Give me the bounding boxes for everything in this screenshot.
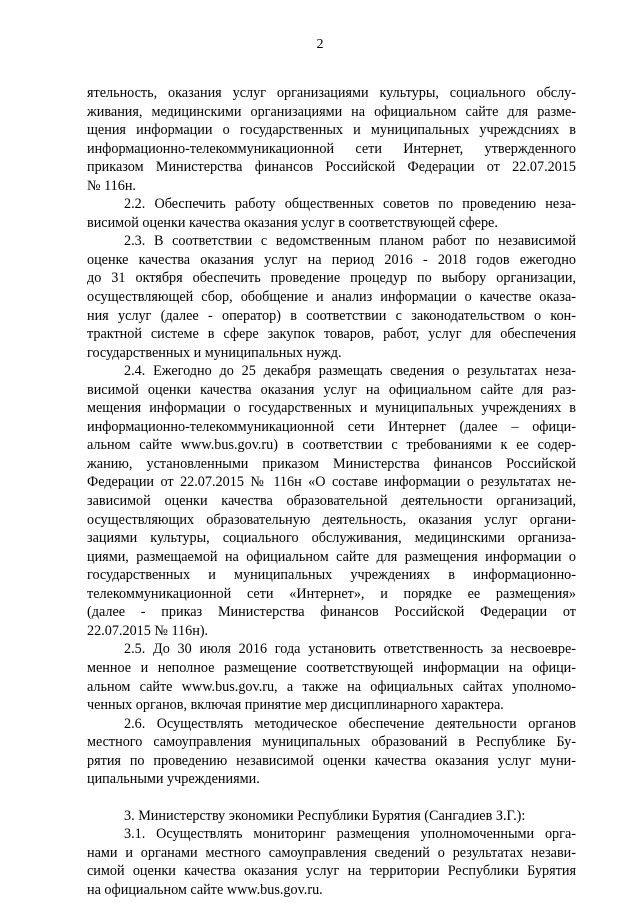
text-line: висимой оценки качества оказания услуг в соответствующей сфере.: [87, 214, 498, 231]
text-line: 2.6. Осуществлять методическое обеспечение деятельности органов: [124, 715, 576, 732]
text-line: альном сайте www.bus.gov.ru, а также на официальных сайтах уполномо-: [87, 678, 576, 695]
text-line: местного самоуправления муниципальных образований в Республике Бу-: [87, 734, 576, 751]
paragraph: [87, 362, 576, 640]
text-line: ятельность, оказания услуг организациями культуры, социального обслу-: [87, 85, 576, 101]
text-line: ния услуг (далее - оператор) в соответствии с законодательством о кон-: [87, 307, 576, 324]
text-line: 2.2. Обеспечить работу общественных советов по проведению неза-: [124, 196, 576, 213]
text-line: 2.5. До 30 июля 2016 года установить ответственность за несвоевре-: [124, 641, 576, 658]
page-number: 2: [316, 37, 324, 52]
paragraph: [87, 640, 576, 714]
paragraph: [87, 825, 576, 899]
text-line: осуществляющей сбор, обобщение и анализ информации о качестве оказа-: [87, 289, 576, 306]
text-line: телекоммуникационной сети «Интернет», и порядке ее размещения»: [87, 585, 576, 602]
text-line: оценке качества оказания услуг на период 2016 - 2018 годов ежегодно: [87, 251, 576, 268]
text-line: менное и неполное размещение соответствующей информации на офици-: [87, 659, 576, 676]
text-line: рятия по проведению независимой оценки качества оказания услуг муни-: [87, 752, 576, 769]
paragraph: [87, 715, 576, 789]
text-line: симой оценки качества оказания услуг на территории Республики Бурятия: [87, 863, 576, 880]
paragraph: [87, 84, 576, 195]
text-line: осуществляющих образовательную деятельность, оказания услуг органи-: [87, 511, 576, 528]
text-line: государственных и муниципальных учреждениях в информационно-: [87, 567, 576, 584]
paragraph: [87, 195, 576, 232]
text-line: зациями культуры, социального обслуживания, медицинскими организа-: [87, 530, 576, 547]
text-line: государственных и муниципальных нужд.: [87, 344, 342, 361]
text-line: (далее - приказ Министерства финансов Российской Федерации от: [87, 604, 576, 621]
text-line: трактной системе в сфере закупок товаров, работ, услуг для обеспечения: [87, 326, 576, 343]
text-line: приказом Министерства финансов Российской Федерации от 22.07.2015: [87, 159, 576, 176]
text-line: ципальными учреждениями.: [87, 771, 260, 788]
text-line: до 31 октября обеспечить проведение процедур по выбору организации,: [87, 270, 576, 287]
text-line: информационно-телекоммуникационной сети Интернет, утвержденного: [87, 140, 576, 157]
text-line: мещения информации о государственных и муниципальных учреждениях в: [87, 400, 576, 417]
text-line: нами и органами местного самоуправления сведений о результатах незави-: [87, 844, 576, 861]
text-line: щения информации о государственных и муниципальных учреждсниях в: [87, 122, 576, 139]
text-line: 2.3. В соответствии с ведомственным планом работ по независимой: [124, 233, 576, 250]
text-line: висимой оценки качества оказания услуг на официальном сайте для раз-: [87, 381, 576, 398]
text-line: живания, медицинскими организациями на официальном сайте для разме-: [87, 103, 576, 120]
text-line: 22.07.2015 № 116н).: [87, 622, 209, 639]
text-line: зависимой оценки качества образовательной деятельности организаций,: [87, 493, 576, 510]
text-line: 3. Министерству экономики Республики Бурятия (Сангадиев З.Г.):: [124, 807, 526, 824]
document-body: [87, 84, 576, 900]
text-line: альном сайте www.bus.gov.ru) в соответствии с требованиями к ее содер-: [87, 437, 576, 454]
text-line: жанию, установленными приказом Министерства финансов Российской: [87, 455, 576, 472]
text-line: Федерации от 22.07.2015 № 116н «О составе информации о результатах не-: [87, 474, 576, 491]
text-line: на официальном сайте www.bus.gov.ru.: [87, 881, 323, 898]
paragraph: [87, 232, 576, 362]
text-line: № 116н.: [87, 177, 136, 194]
text-line: информационно-телекоммуникационной сети Интернет (далее – офици-: [87, 418, 576, 435]
text-line: 2.4. Ежегодно до 25 декабря размещать сведения о результатах неза-: [124, 363, 576, 380]
text-line: ченных органов, включая принятие мер дисциплинарного характера.: [87, 697, 504, 714]
section-gap: [87, 789, 576, 807]
text-line: циями, размещаемой на официальном сайте для размещения информации о: [87, 548, 576, 565]
paragraph: [87, 807, 576, 826]
text-line: 3.1. Осуществлять мониторинг размещения уполномоченными орга-: [124, 826, 576, 843]
